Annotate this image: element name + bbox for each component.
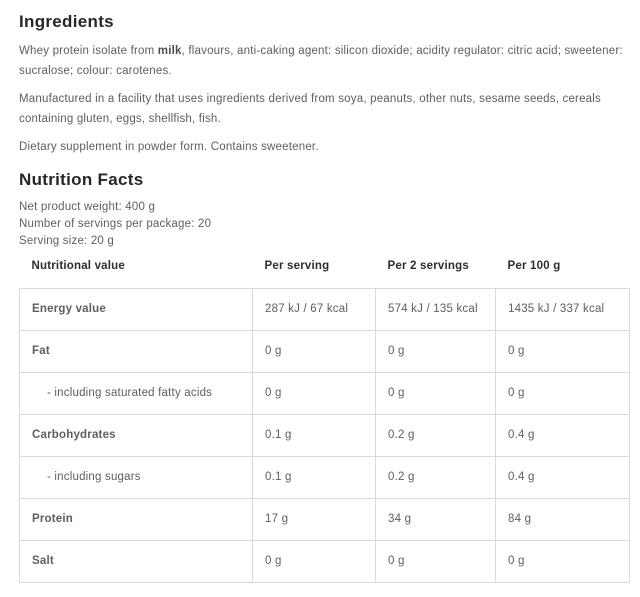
row-value: 17 g	[253, 499, 376, 541]
ingredients-paragraph-composition	[19, 41, 623, 81]
table-row-carbohydrates	[20, 415, 630, 457]
row-value: 0 g	[376, 373, 496, 415]
row-value: 34 g	[376, 499, 496, 541]
row-value: 84 g	[496, 499, 630, 541]
servings-per-package: Number of servings per package: 20	[19, 218, 212, 230]
table-row-saturated-fat	[20, 373, 630, 415]
table-row-fat	[20, 331, 630, 373]
nutrition-facts-title: Nutrition Facts	[19, 170, 144, 189]
ingredients-title: Ingredients	[19, 12, 114, 31]
table-row-salt	[20, 541, 630, 583]
row-value: 0 g	[253, 373, 376, 415]
row-label: - including sugars	[20, 457, 253, 499]
table-row-energy	[20, 289, 630, 331]
row-value: 0.1 g	[253, 457, 376, 499]
nutrition-table	[19, 254, 630, 583]
row-value: 0.2 g	[376, 457, 496, 499]
row-value: 574 kJ / 135 kcal	[376, 289, 496, 331]
allergen-milk-bold: milk	[157, 45, 182, 57]
row-label: Protein	[20, 499, 253, 541]
row-label: Energy value	[20, 289, 253, 331]
ingredients-paragraph-facility: Manufactured in a facility that uses ingredients derived from soya, peanuts, other nuts, sesame seeds, cereals containing gluten, eggs, shellfish, fish.	[19, 93, 601, 125]
net-product-weight: Net product weight: 400 g	[19, 201, 156, 213]
header-per-100g: Per 100 g	[507, 260, 561, 272]
ingredients-text-prefix: Whey protein isolate from	[19, 45, 158, 57]
row-value: 0 g	[376, 541, 496, 583]
row-value: 0 g	[253, 331, 376, 373]
row-value: 0 g	[496, 331, 630, 373]
ingredients-paragraph-supplement: Dietary supplement in powder form. Contains sweetener.	[19, 141, 319, 153]
row-value: 0 g	[496, 373, 630, 415]
table-header-row	[20, 254, 630, 289]
product-details-section	[19, 0, 629, 583]
row-value: 287 kJ / 67 kcal	[253, 289, 376, 331]
row-value: 0 g	[376, 331, 496, 373]
row-value: 0.1 g	[253, 415, 376, 457]
ingredients-text-suffix: , flavours, anti-caking agent: silicon dioxide; acidity regulator: citric acid; sweetener: sucralose; colour: carotenes.	[19, 45, 623, 77]
row-label: Fat	[20, 331, 253, 373]
row-value: 0 g	[496, 541, 630, 583]
table-row-sugars	[20, 457, 630, 499]
serving-size: Serving size: 20 g	[19, 235, 115, 247]
row-value: 0.4 g	[496, 457, 630, 499]
row-label: Salt	[20, 541, 253, 583]
row-value: 0.4 g	[496, 415, 630, 457]
row-label: Carbohydrates	[20, 415, 253, 457]
header-per-serving: Per serving	[264, 260, 330, 272]
header-per-2-servings: Per 2 servings	[387, 260, 469, 272]
header-nutritional-value: Nutritional value	[31, 260, 125, 272]
table-row-protein	[20, 499, 630, 541]
row-value: 0.2 g	[376, 415, 496, 457]
row-label: - including saturated fatty acids	[20, 373, 253, 415]
row-value: 0 g	[253, 541, 376, 583]
nutrition-meta	[19, 199, 629, 250]
row-value: 1435 kJ / 337 kcal	[496, 289, 630, 331]
